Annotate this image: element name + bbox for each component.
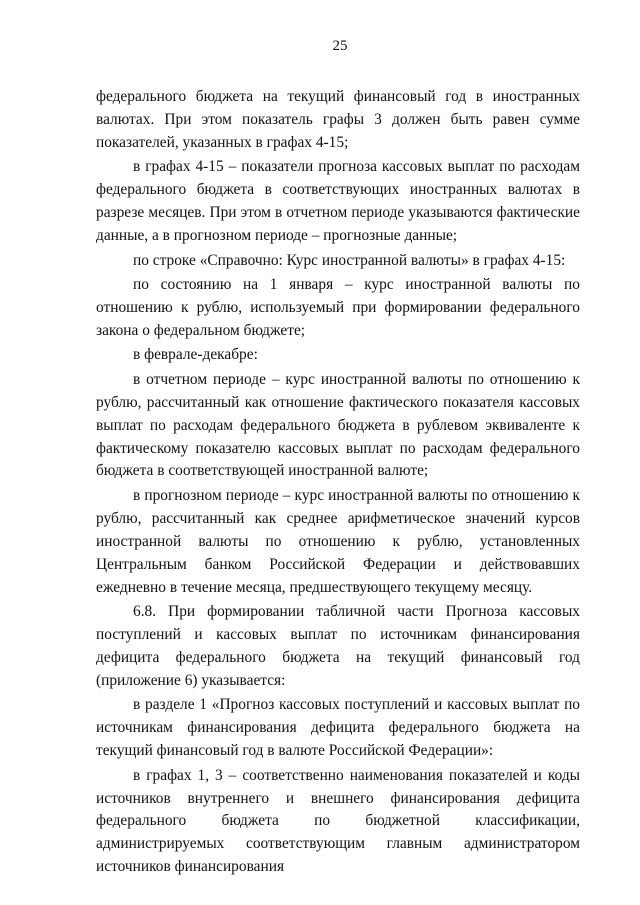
body-text [96,86,580,881]
paragraph-january-rate: по состоянию на 1 января – курс иностранной валюты по отношению к рублю, используемый при формировании федерального закона о федеральном бюджете; [96,276,580,339]
page-number: 25 [332,38,348,54]
paragraph-exchange-rate-row: по строке «Справочно: Курс иностранной валюты» в графах 4-15: [133,251,566,269]
paragraph-february-december: в феврале-декабре: [133,346,258,364]
paragraph-continuation: федерального бюджета на текущий финансовый год в иностранных валютах. При этом показатель графы 3 должен быть равен сумме показателей, указанных в графах 4-15; [96,88,580,151]
paragraph-reporting-period: в отчетном периоде – курс иностранной валюты по отношению к рублю, рассчитанный как отношение фактического показателя кассовых выплат по расходам федерального бюджета в рублевом эквиваленте к фактическому показателю кассовых выплат по расходам федерального бюджета в соответствующей иностранной валюте; [96,370,580,480]
paragraph-columns-1-3: в графах 1, 3 – соответственно наименования показателей и коды источников внутреннего и внешнего финансирования дефицита федерального бюджета по бюджетной классификации, администрируемых соответствующим главным администратором источников финансирования [96,766,580,876]
paragraph-section-1: в разделе 1 «Прогноз кассовых поступлений и кассовых выплат по источникам финансирования дефицита федерального бюджета на текущий финансовый год в валюте Российской Федерации»: [96,696,580,760]
paragraph-section-6-8: 6.8. При формировании табличной части Прогноза кассовых поступлений и кассовых выплат по источникам финансирования дефицита федерального бюджета на текущий финансовый год (приложение 6) указывается: [96,603,580,689]
paragraph-columns-4-15: в графах 4-15 – показатели прогноза кассовых выплат по расходам федерального бюджета в соответствующих иностранных валютах в разрезе месяцев. При этом в отчетном периоде указываются фактические данные, а в прогнозном периоде – прогнозные данные; [96,158,580,245]
paragraph-forecast-period: в прогнозном периоде – курс иностранной валюты по отношению к рублю, рассчитанный как среднее арифметическое значений курсов иностранной валюты по отношению к рублю, установленных Центральным банком Российской Федерации и действовавших ежедневно в течение месяца, предшествующего текущему месяцу. [96,486,580,596]
